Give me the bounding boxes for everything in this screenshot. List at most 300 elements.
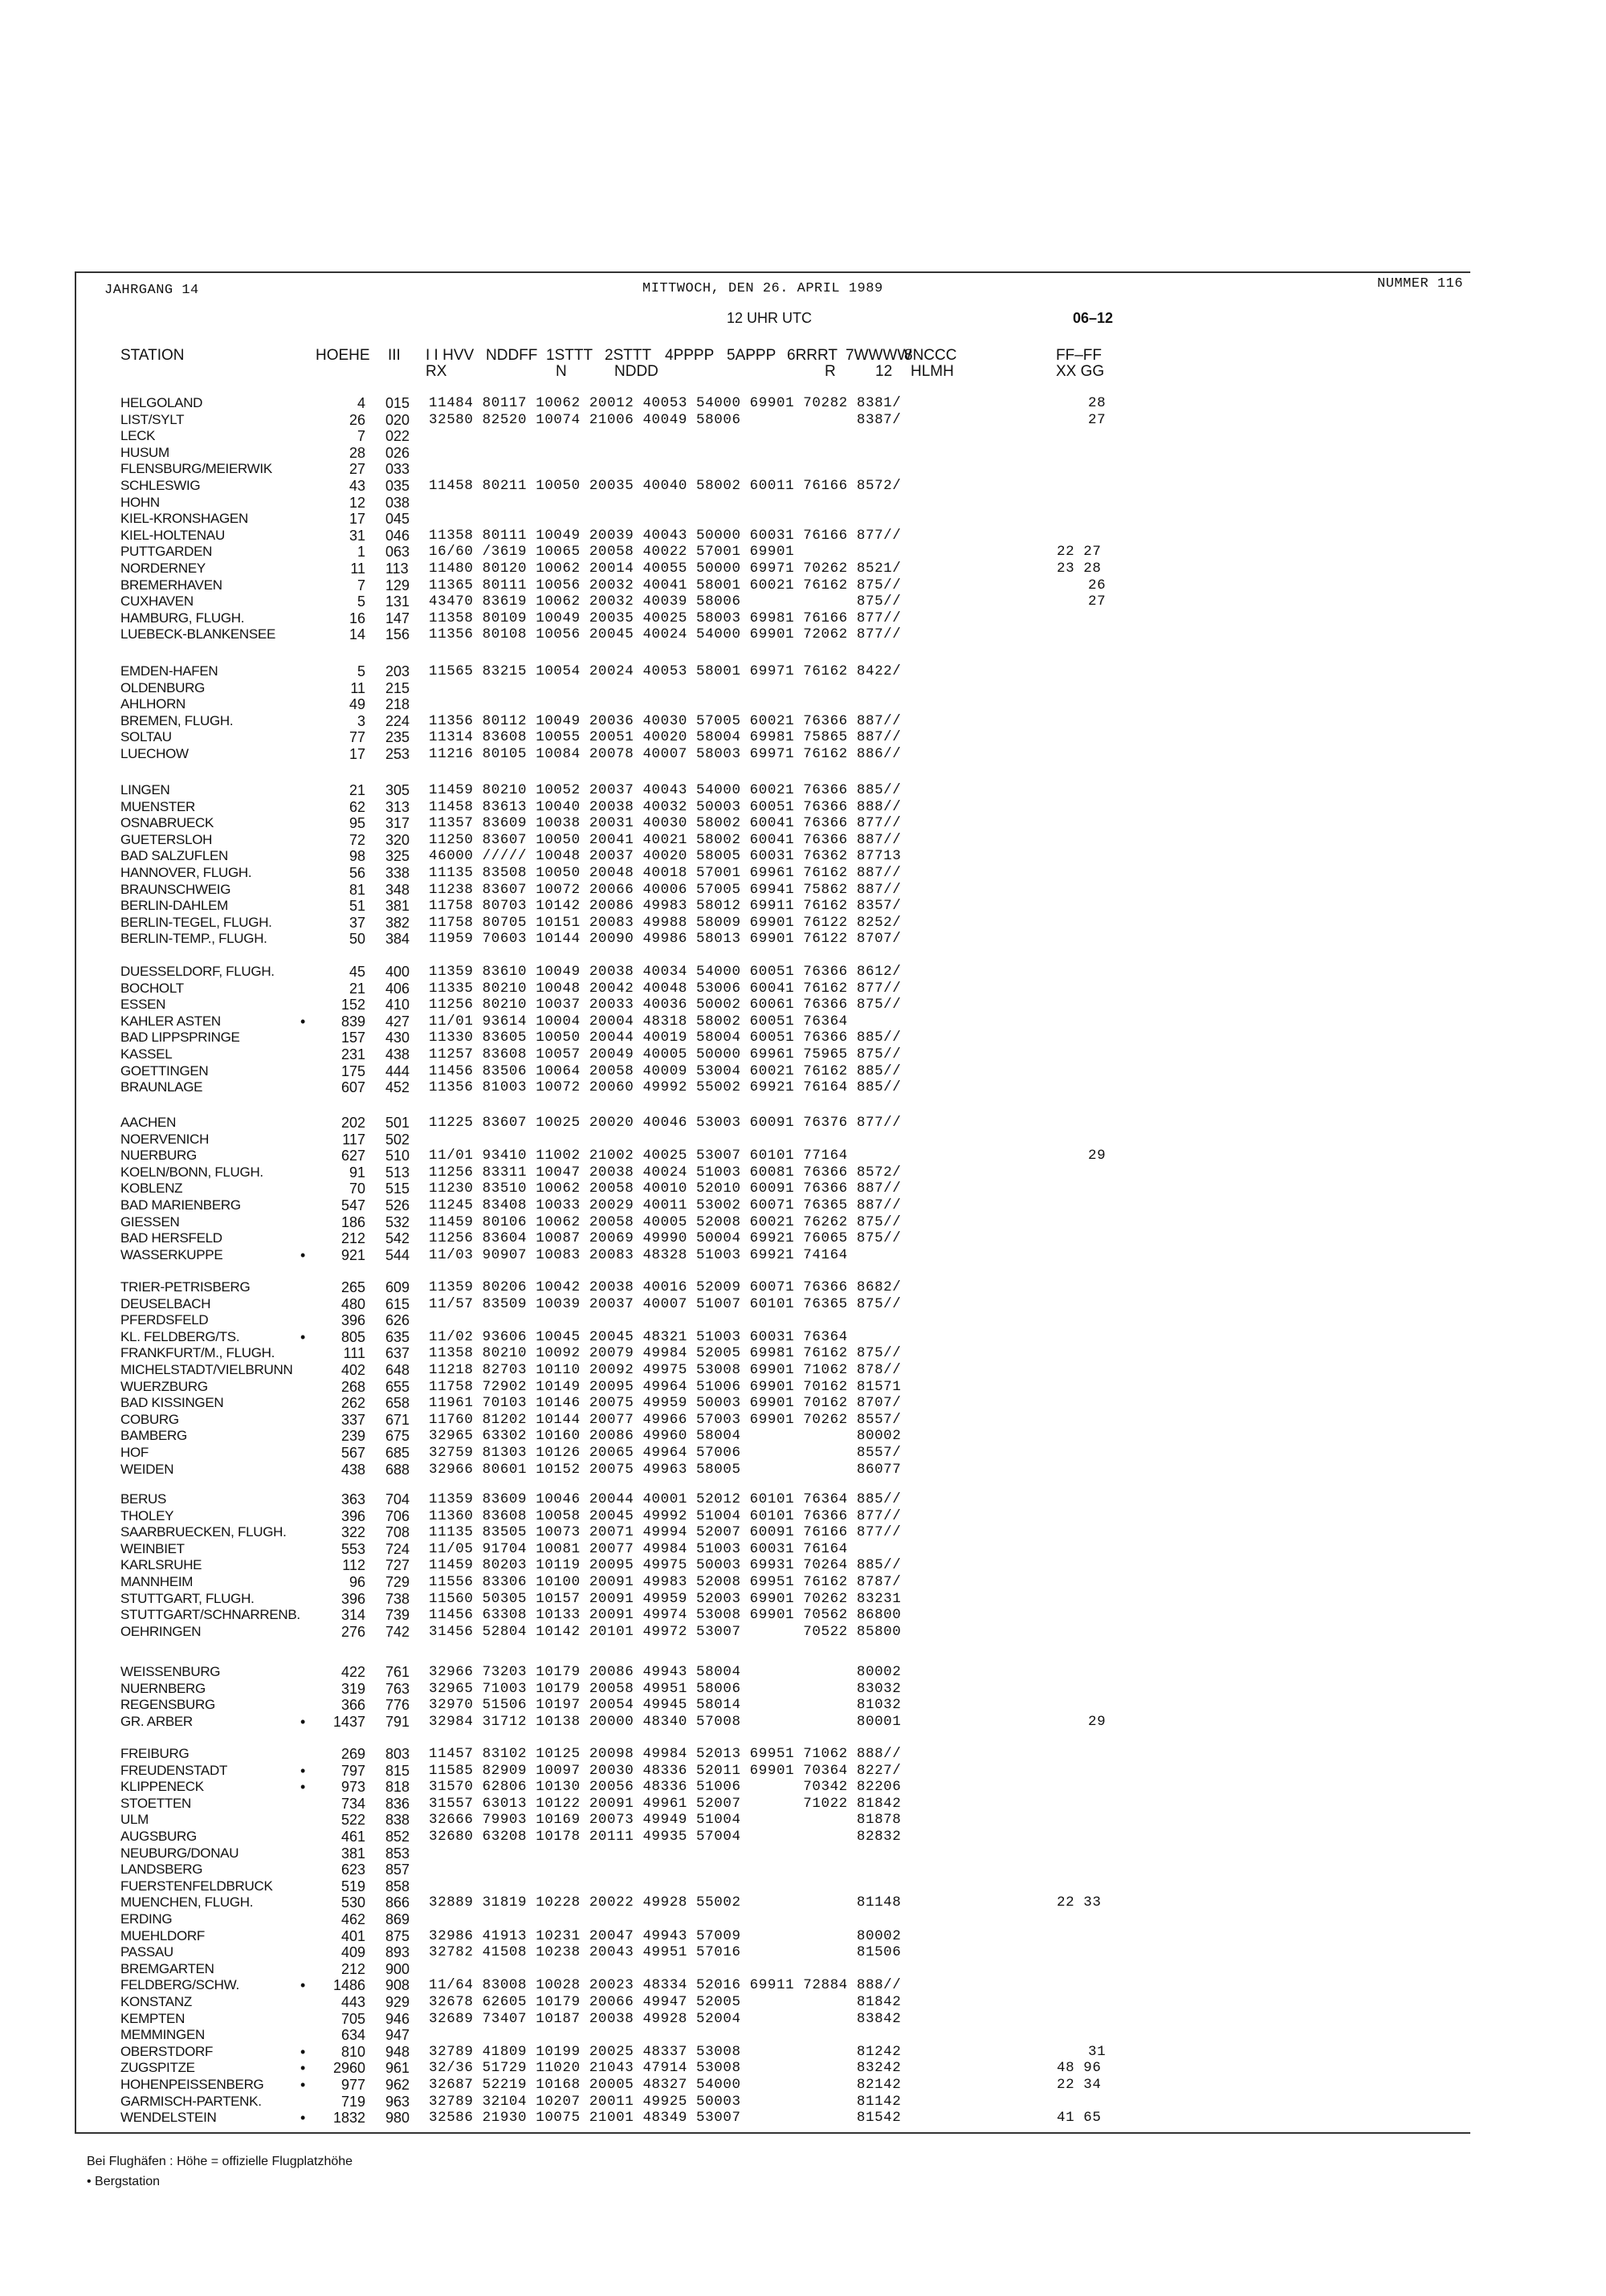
station-name: THOLEY [120, 1507, 174, 1523]
table-row [0, 713, 1606, 730]
nummer-label: NUMMER 116 [1377, 276, 1464, 292]
station-id: 948 [385, 2043, 410, 2060]
table-row [0, 1714, 1606, 1731]
table-row [0, 1428, 1606, 1445]
table-row [0, 1030, 1606, 1046]
station-name: OLDENBURG [120, 679, 205, 695]
table-row [0, 1079, 1606, 1096]
station-height: 265 [340, 1279, 365, 1295]
station-height: 2960 [332, 2060, 365, 2077]
synop-groups: 32680 63208 10178 20111 49935 57004 82832 [429, 1829, 902, 1845]
station-height: 973 [340, 1779, 365, 1796]
table-row [0, 1132, 1606, 1148]
station-id: 400 [385, 964, 410, 980]
station-height: 7 [357, 428, 365, 445]
table-row [0, 561, 1606, 577]
station-id: 893 [385, 1944, 410, 1961]
station-height: 62 [349, 798, 365, 815]
table-row [0, 799, 1606, 816]
synop-groups: 11135 83505 10073 20071 49994 52007 60091 76166 877// [429, 1524, 902, 1541]
station-id: 961 [385, 2060, 410, 2077]
station-height: 51 [349, 898, 365, 915]
station-name: BERLIN-DAHLEM [120, 898, 229, 914]
synop-groups: 32889 31819 10228 20022 49928 55002 81148 [429, 1894, 902, 1911]
table-row [0, 1379, 1606, 1396]
synop-groups: 11360 83608 10058 20045 49992 51004 60101 76366 877// [429, 1507, 902, 1524]
table-row [0, 746, 1606, 763]
table-row [0, 663, 1606, 680]
station-height: 276 [340, 1623, 365, 1640]
synop-groups: 11459 80106 10062 20058 40005 52008 60021 76262 875// [429, 1213, 902, 1230]
station-name: FREUDENSTADT [120, 1762, 228, 1778]
table-row [0, 680, 1606, 697]
right-range-label: 06–12 [1073, 310, 1114, 326]
station-name: HOF [120, 1445, 149, 1460]
col-g8a: 7WWWW [846, 347, 912, 364]
synop-groups: 11135 83508 10050 20048 40018 57001 69961 76162 887// [429, 865, 902, 881]
table-row [0, 2044, 1606, 2061]
station-id: 962 [385, 2077, 410, 2093]
station-height: 43 [349, 478, 365, 494]
station-height: 186 [340, 1213, 365, 1230]
synop-groups: 11/64 83008 10028 20023 48334 52016 69911 72884 888// [429, 1977, 902, 1994]
station-height: 1 [357, 544, 365, 561]
station-id: 685 [385, 1445, 410, 1461]
station-id: 866 [385, 1894, 410, 1911]
station-id: 381 [385, 898, 410, 915]
station-id: 235 [385, 729, 410, 746]
table-row [0, 478, 1606, 495]
station-id: 626 [385, 1312, 410, 1329]
station-name: PFERDSFELD [120, 1312, 209, 1328]
synop-groups: 11356 80112 10049 20036 40030 57005 60021 76366 887// [429, 712, 902, 729]
mountain-station-marker: • [300, 1779, 306, 1796]
station-id: 430 [385, 1030, 410, 1046]
station-height: 519 [340, 1878, 365, 1894]
synop-groups: 32986 41913 10231 20047 49943 57009 80002 [429, 1927, 902, 1944]
station-id: 815 [385, 1762, 410, 1779]
station-id: 338 [385, 865, 410, 881]
col-g8b: 12 [875, 363, 893, 380]
station-id: 156 [385, 626, 410, 643]
station-height: 381 [340, 1845, 365, 1862]
station-height: 1437 [332, 1713, 365, 1730]
station-id: 704 [385, 1491, 410, 1507]
station-id: 046 [385, 527, 410, 544]
station-height: 17 [349, 511, 365, 528]
station-height: 1486 [332, 1977, 365, 1994]
station-id: 542 [385, 1230, 410, 1247]
col-xx-gg: XX GG [1056, 363, 1105, 380]
station-height: 396 [340, 1507, 365, 1524]
station-name: KASSEL [120, 1046, 173, 1062]
station-height: 72 [349, 831, 365, 848]
station-height: 77 [349, 729, 365, 746]
station-height: 268 [340, 1378, 365, 1395]
table-row [0, 1524, 1606, 1541]
table-row [0, 2011, 1606, 2028]
station-name: EMDEN-HAFEN [120, 663, 218, 679]
mountain-station-marker: • [300, 1762, 306, 1779]
station-height: 530 [340, 1894, 365, 1911]
station-name: ERDING [120, 1911, 173, 1927]
table-row [0, 1928, 1606, 1945]
table-row [0, 865, 1606, 882]
station-height: 5 [357, 663, 365, 679]
synop-groups: 32678 62605 10179 20066 49947 52005 81842 [429, 1994, 902, 2010]
table-row [0, 1812, 1606, 1829]
table-row [0, 1164, 1606, 1181]
table-row [0, 1763, 1606, 1780]
station-name: MICHELSTADT/VIELBRUNN [120, 1362, 293, 1377]
station-id: 609 [385, 1279, 410, 1295]
station-id: 427 [385, 1013, 410, 1030]
table-row [0, 1878, 1606, 1895]
station-id: 113 [385, 561, 409, 577]
station-height: 70 [349, 1181, 365, 1197]
col-g1a: I I HVV [426, 347, 475, 364]
table-row [0, 1624, 1606, 1641]
station-height: 31 [349, 527, 365, 544]
station-name: MANNHEIM [120, 1574, 194, 1589]
station-id: 129 [385, 577, 410, 593]
mountain-station-marker: • [300, 2060, 306, 2077]
col-g6: 5APPP [727, 347, 777, 364]
synop-groups: 11457 83102 10125 20098 49984 52013 69951 71062 888// [429, 1746, 902, 1762]
station-name: BAMBERG [120, 1428, 187, 1444]
station-name: BAD HERSFELD [120, 1230, 222, 1246]
station-id: 727 [385, 1557, 410, 1574]
station-height: 49 [349, 696, 365, 713]
station-height: 805 [340, 1328, 365, 1345]
station-id: 045 [385, 511, 410, 528]
synop-groups: 11/57 83509 10039 20037 40007 51007 60101 76365 875// [429, 1295, 902, 1312]
station-height: 921 [340, 1246, 365, 1263]
station-id: 615 [385, 1295, 410, 1312]
synop-groups: 32965 71003 10179 20058 49951 58006 83032 [429, 1680, 902, 1697]
wind-gusts: 27 [1088, 593, 1107, 610]
wind-gusts: 48 96 [1057, 2060, 1102, 2077]
station-name: KIEL-HOLTENAU [120, 527, 225, 543]
station-height: 16 [349, 610, 365, 626]
table-row [0, 964, 1606, 981]
station-name: KARLSRUHE [120, 1557, 202, 1573]
station-id: 218 [385, 696, 410, 713]
station-name: BERLIN-TEMP., FLUGH. [120, 931, 267, 947]
station-name: KOBLENZ [120, 1181, 183, 1197]
synop-groups: 11/05 91704 10081 20077 49984 51003 60031 76164 [429, 1540, 848, 1557]
station-name: ESSEN [120, 997, 166, 1013]
station-id: 929 [385, 1994, 410, 2010]
station-name: WENDELSTEIN [120, 2110, 217, 2126]
station-id: 147 [385, 610, 410, 626]
station-id: 980 [385, 2110, 410, 2127]
station-name: KIEL-KRONSHAGEN [120, 511, 248, 527]
station-height: 157 [340, 1030, 365, 1046]
station-id: 020 [385, 411, 410, 428]
table-row [0, 1944, 1606, 1961]
table-row [0, 1911, 1606, 1928]
station-id: 947 [385, 2027, 410, 2044]
station-id: 875 [385, 1927, 410, 1944]
station-name: LECK [120, 428, 156, 444]
synop-groups: 11456 63308 10133 20091 49974 53008 69901 70562 86800 [429, 1607, 902, 1624]
synop-groups: 11565 83215 10054 20024 40053 58001 69971 76162 8422/ [429, 663, 902, 679]
station-height: 634 [340, 2027, 365, 2044]
station-height: 839 [340, 1013, 365, 1030]
station-name: HOHN [120, 494, 160, 510]
station-height: 152 [340, 997, 365, 1013]
time-label: 12 UHR UTC [727, 310, 813, 326]
table-row [0, 915, 1606, 932]
synop-groups: 11758 80705 10151 20083 49988 58009 69901 76122 8252/ [429, 914, 902, 931]
station-id: 853 [385, 1845, 410, 1862]
station-height: 567 [340, 1445, 365, 1461]
table-row [0, 1607, 1606, 1624]
station-id: 803 [385, 1746, 410, 1762]
station-height: 314 [340, 1607, 365, 1624]
station-id: 963 [385, 2093, 410, 2110]
station-name: SCHLESWIG [120, 478, 201, 493]
station-name: WEISSENBURG [120, 1664, 221, 1679]
station-height: 5 [357, 593, 365, 610]
station-name: WEINBIET [120, 1540, 185, 1556]
station-name: AACHEN [120, 1115, 177, 1130]
station-height: 480 [340, 1295, 365, 1312]
table-row [0, 1462, 1606, 1478]
station-id: 738 [385, 1590, 410, 1607]
station-height: 11 [350, 561, 365, 577]
wind-gusts: 26 [1088, 577, 1107, 593]
station-name: BERUS [120, 1491, 167, 1507]
station-name: KOELN/BONN, FLUGH. [120, 1164, 263, 1180]
station-id: 253 [385, 746, 410, 762]
station-id: 946 [385, 2010, 410, 2027]
synop-groups: 11216 80105 10084 20078 40007 58003 69971 76162 886// [429, 746, 902, 762]
station-id: 510 [385, 1148, 410, 1164]
table-row [0, 848, 1606, 865]
station-name: MEMMINGEN [120, 2027, 205, 2043]
station-height: 212 [340, 1230, 365, 1247]
station-height: 719 [340, 2093, 365, 2110]
synop-groups: 11256 83604 10087 20069 49990 50004 69921 76065 875// [429, 1230, 902, 1247]
station-height: 96 [349, 1574, 365, 1590]
frame-top-rule [75, 271, 1470, 273]
station-name: FUERSTENFELDBRUCK [120, 1878, 273, 1894]
station-id: 224 [385, 712, 410, 729]
table-row [0, 981, 1606, 997]
station-name: BRAUNSCHWEIG [120, 881, 231, 897]
station-id: 438 [385, 1046, 410, 1062]
station-name: GUETERSLOH [120, 831, 213, 847]
col-g3a: 1STTT [546, 347, 593, 364]
station-id: 022 [385, 428, 410, 445]
station-name: REGENSBURG [120, 1697, 215, 1713]
station-id: 035 [385, 478, 410, 494]
station-height: 11 [350, 679, 365, 696]
station-name: ULM [120, 1812, 149, 1828]
wind-gusts: 41 65 [1057, 2110, 1102, 2127]
synop-groups: 11314 83608 10055 20051 40020 58004 69981 75865 887// [429, 729, 902, 746]
table-row [0, 1214, 1606, 1231]
station-id: 776 [385, 1697, 410, 1714]
station-id: 320 [385, 831, 410, 848]
station-id: 215 [385, 679, 410, 696]
synop-groups: 11225 83607 10025 20020 40046 53003 60091 76376 877// [429, 1115, 902, 1131]
synop-groups: 11458 80211 10050 20035 40040 58002 60011 76166 8572/ [429, 478, 902, 494]
station-id: 313 [385, 798, 410, 815]
station-name: GARMISCH-PARTENK. [120, 2093, 262, 2109]
synop-groups: 11556 83306 10100 20091 49983 52008 69951 76162 8787/ [429, 1574, 902, 1590]
station-height: 322 [340, 1524, 365, 1541]
col-g9b: HLMH [911, 363, 954, 380]
synop-groups: 11/02 93606 10045 20045 48321 51003 60031 76364 [429, 1328, 848, 1345]
table-row [0, 1013, 1606, 1030]
station-height: 797 [340, 1762, 365, 1779]
station-name: FRANKFURT/M., FLUGH. [120, 1345, 275, 1361]
station-height: 81 [349, 881, 365, 898]
col-g3b: N [556, 363, 567, 380]
station-name: TRIER-PETRISBERG [120, 1279, 251, 1295]
station-id: 742 [385, 1623, 410, 1640]
station-name: NORDERNEY [120, 561, 206, 576]
table-row [0, 528, 1606, 544]
station-id: 838 [385, 1812, 410, 1829]
wind-gusts: 29 [1088, 1148, 1107, 1164]
station-id: 203 [385, 663, 410, 679]
col-g2: NDDFF [486, 347, 538, 364]
table-row [0, 2110, 1606, 2127]
station-height: 402 [340, 1362, 365, 1378]
table-row [0, 395, 1606, 412]
station-id: 305 [385, 782, 410, 798]
station-height: 45 [349, 964, 365, 980]
station-id: 858 [385, 1878, 410, 1894]
station-height: 117 [342, 1131, 365, 1148]
station-name: KLIPPENECK [120, 1779, 204, 1795]
synop-groups: 11238 83607 10072 20066 40006 57005 69941 75862 887// [429, 881, 902, 898]
mountain-station-marker: • [300, 1246, 306, 1263]
table-row [0, 1508, 1606, 1525]
station-id: 635 [385, 1328, 410, 1345]
station-name: FLENSBURG/MEIERWIK [120, 461, 272, 477]
mountain-station-marker: • [300, 2077, 306, 2093]
station-id: 857 [385, 1862, 410, 1878]
table-row [0, 1412, 1606, 1429]
table-row [0, 1664, 1606, 1681]
station-id: 317 [385, 815, 410, 832]
table-row [0, 931, 1606, 948]
col-g7b: R [825, 363, 836, 380]
station-id: 038 [385, 494, 410, 511]
station-height: 337 [340, 1411, 365, 1428]
synop-groups: 32984 31712 10138 20000 48340 57008 80001 [429, 1713, 902, 1730]
station-height: 262 [340, 1395, 365, 1412]
table-row [0, 1445, 1606, 1462]
synop-groups: 31456 52804 10142 20101 49972 53007 70522 85800 [429, 1623, 902, 1640]
station-id: 513 [385, 1164, 410, 1181]
synop-groups: 32966 80601 10152 20075 49963 58005 86077 [429, 1461, 902, 1478]
table-row [0, 593, 1606, 610]
table-row [0, 1961, 1606, 1978]
synop-groups: 31557 63013 10122 20091 49961 52007 71022 81842 [429, 1795, 902, 1812]
table-row [0, 1779, 1606, 1796]
station-name: BREMGARTEN [120, 1960, 214, 1976]
table-row [0, 1329, 1606, 1346]
station-id: 791 [385, 1713, 410, 1730]
station-name: BOCHOLT [120, 980, 184, 996]
station-name: WUERZBURG [120, 1378, 208, 1394]
table-row [0, 2027, 1606, 2044]
synop-groups: 11356 81003 10072 20060 49992 55002 69921 76164 885// [429, 1079, 902, 1096]
station-height: 14 [349, 626, 365, 643]
col-iii: III [388, 347, 401, 364]
station-name: NEUBURG/DONAU [120, 1845, 239, 1861]
table-row [0, 445, 1606, 462]
station-name: KONSTANZ [120, 1994, 192, 2009]
station-height: 7 [357, 577, 365, 593]
station-height: 396 [340, 1312, 365, 1329]
station-id: 708 [385, 1524, 410, 1541]
synop-groups: 32789 32104 10207 20011 49925 50003 81142 [429, 2093, 902, 2110]
station-height: 12 [349, 494, 365, 511]
date-label: MITTWOCH, DEN 26. APRIL 1989 [642, 281, 883, 296]
synop-groups: 11359 80206 10042 20038 40016 52009 60071 76366 8682/ [429, 1279, 902, 1295]
station-name: OEHRINGEN [120, 1623, 202, 1639]
station-id: 836 [385, 1795, 410, 1812]
station-id: 502 [385, 1131, 410, 1148]
synop-groups: 11458 83613 10040 20038 40032 50003 60051 76366 888// [429, 798, 902, 815]
station-name: DEUSELBACH [120, 1295, 211, 1311]
synop-groups: 11/01 93614 10004 20004 48318 58002 60051 76364 [429, 1013, 848, 1030]
station-height: 27 [349, 461, 365, 478]
table-row [0, 1557, 1606, 1574]
jahrgang-label: JAHRGANG 14 [104, 283, 199, 298]
station-id: 675 [385, 1428, 410, 1445]
table-row [0, 1829, 1606, 1845]
station-id: 033 [385, 461, 410, 478]
station-id: 655 [385, 1378, 410, 1395]
station-name: LIST/SYLT [120, 411, 185, 427]
station-name: BRAUNLAGE [120, 1079, 203, 1095]
station-name: KEMPTEN [120, 2010, 185, 2026]
station-name: KAHLER ASTEN [120, 1013, 221, 1029]
wind-gusts: 22 34 [1057, 2077, 1102, 2093]
table-row [0, 577, 1606, 594]
col-hoehe: HOEHE [316, 347, 370, 364]
synop-groups: 11359 83609 10046 20044 40001 52012 60101 76364 885// [429, 1491, 902, 1507]
wind-gusts: 27 [1088, 411, 1107, 428]
mountain-station-marker: • [300, 2110, 306, 2127]
station-name: AUGSBURG [120, 1829, 197, 1844]
station-name: COBURG [120, 1411, 179, 1427]
synop-groups: 11560 50305 10157 20091 49959 52003 69901 70262 83231 [429, 1590, 902, 1607]
station-id: 724 [385, 1540, 410, 1557]
station-name: HOHENPEISSENBERG [120, 2077, 264, 2092]
synop-groups: 11358 80210 10092 20079 49984 52005 69981 76162 875// [429, 1345, 902, 1362]
station-height: 422 [340, 1664, 365, 1680]
table-row [0, 610, 1606, 627]
synop-groups: 11257 83608 10057 20049 40005 50000 69961 75965 875// [429, 1046, 902, 1062]
col-station: STATION [120, 347, 185, 364]
synop-groups: 11758 72902 10149 20095 49964 51006 69901 70162 81571 [429, 1378, 902, 1395]
table-row [0, 1491, 1606, 1508]
table-row [0, 1197, 1606, 1214]
synop-groups: 43470 83619 10062 20032 40039 58006 875// [429, 593, 902, 610]
wind-gusts: 31 [1088, 2043, 1107, 2060]
station-id: 515 [385, 1181, 410, 1197]
synop-groups: 11250 83607 10050 20041 40021 58002 60041 76366 887// [429, 831, 902, 848]
